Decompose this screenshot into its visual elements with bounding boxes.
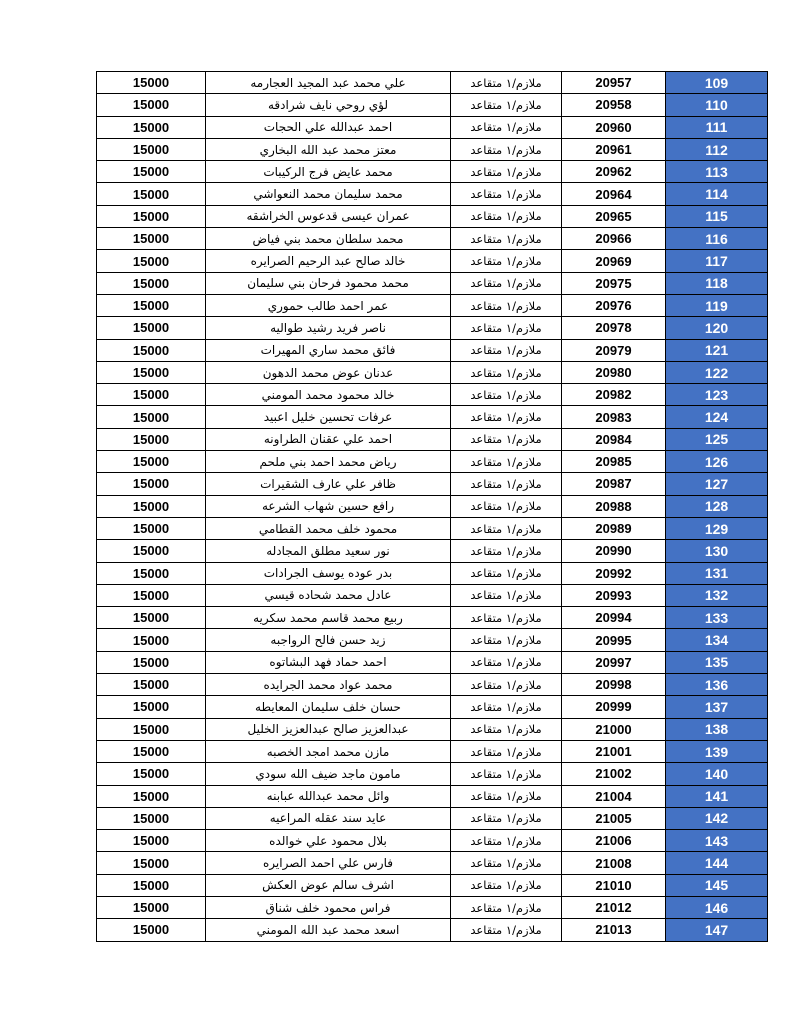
rank-cell: ملازم/١ متقاعد	[451, 473, 562, 495]
id-cell: 20976	[562, 294, 666, 316]
seq-cell: 129	[666, 517, 768, 539]
name-cell: عبدالعزيز صالح عبدالعزيز الخليل	[206, 718, 451, 740]
table-row	[97, 540, 768, 562]
id-cell: 20965	[562, 205, 666, 227]
amount-cell: 15000	[97, 250, 206, 272]
rank-cell: ملازم/١ متقاعد	[451, 495, 562, 517]
name-cell: عمران عيسى قدعوس الخراشقه	[206, 205, 451, 227]
seq-cell: 139	[666, 740, 768, 762]
rank-cell: ملازم/١ متقاعد	[451, 294, 562, 316]
amount-cell: 15000	[97, 807, 206, 829]
id-cell: 20987	[562, 473, 666, 495]
amount-cell: 15000	[97, 428, 206, 450]
name-cell: بدر عوده يوسف الجرادات	[206, 562, 451, 584]
seq-cell: 113	[666, 161, 768, 183]
seq-cell: 118	[666, 272, 768, 294]
name-cell: ربيع محمد قاسم محمد سكريه	[206, 607, 451, 629]
id-cell: 21000	[562, 718, 666, 740]
id-cell: 20997	[562, 651, 666, 673]
roster-body	[97, 72, 768, 942]
seq-cell: 115	[666, 205, 768, 227]
table-row	[97, 72, 768, 94]
amount-cell: 15000	[97, 384, 206, 406]
id-cell: 20978	[562, 317, 666, 339]
seq-cell: 111	[666, 116, 768, 138]
seq-cell: 116	[666, 228, 768, 250]
seq-cell: 138	[666, 718, 768, 740]
amount-cell: 15000	[97, 540, 206, 562]
id-cell: 21012	[562, 896, 666, 918]
table-row	[97, 651, 768, 673]
name-cell: عايد سند عقله المراعيه	[206, 807, 451, 829]
rank-cell: ملازم/١ متقاعد	[451, 584, 562, 606]
id-cell: 21010	[562, 874, 666, 896]
rank-cell: ملازم/١ متقاعد	[451, 250, 562, 272]
id-cell: 20962	[562, 161, 666, 183]
seq-cell: 141	[666, 785, 768, 807]
rank-cell: ملازم/١ متقاعد	[451, 228, 562, 250]
rank-cell: ملازم/١ متقاعد	[451, 116, 562, 138]
seq-cell: 114	[666, 183, 768, 205]
id-cell: 20975	[562, 272, 666, 294]
name-cell: ظافر علي عارف الشقيرات	[206, 473, 451, 495]
table-row	[97, 317, 768, 339]
name-cell: عادل محمد شحاده قيسي	[206, 584, 451, 606]
amount-cell: 15000	[97, 740, 206, 762]
table-row	[97, 451, 768, 473]
name-cell: احمد عبدالله علي الحجات	[206, 116, 451, 138]
table-row	[97, 919, 768, 941]
name-cell: علي محمد عبد المجيد العجارمه	[206, 72, 451, 94]
amount-cell: 15000	[97, 830, 206, 852]
table-row	[97, 785, 768, 807]
amount-cell: 15000	[97, 896, 206, 918]
name-cell: رافع حسين شهاب الشرعه	[206, 495, 451, 517]
rank-cell: ملازم/١ متقاعد	[451, 361, 562, 383]
table-row	[97, 116, 768, 138]
seq-cell: 120	[666, 317, 768, 339]
seq-cell: 142	[666, 807, 768, 829]
seq-cell: 125	[666, 428, 768, 450]
table-row	[97, 339, 768, 361]
name-cell: محمود خلف محمد القطامي	[206, 517, 451, 539]
name-cell: اسعد محمد عبد الله المومني	[206, 919, 451, 941]
table-row	[97, 740, 768, 762]
table-row	[97, 896, 768, 918]
rank-cell: ملازم/١ متقاعد	[451, 517, 562, 539]
name-cell: معتز محمد عبد الله البخاري	[206, 138, 451, 160]
seq-cell: 128	[666, 495, 768, 517]
rank-cell: ملازم/١ متقاعد	[451, 674, 562, 696]
seq-cell: 126	[666, 451, 768, 473]
id-cell: 20964	[562, 183, 666, 205]
id-cell: 20984	[562, 428, 666, 450]
table-row	[97, 807, 768, 829]
amount-cell: 15000	[97, 72, 206, 94]
name-cell: احمد علي عقنان الطراونه	[206, 428, 451, 450]
rank-cell: ملازم/١ متقاعد	[451, 874, 562, 896]
amount-cell: 15000	[97, 361, 206, 383]
id-cell: 20958	[562, 94, 666, 116]
table-row	[97, 250, 768, 272]
amount-cell: 15000	[97, 607, 206, 629]
table-row	[97, 228, 768, 250]
amount-cell: 15000	[97, 116, 206, 138]
name-cell: محمد محمود فرحان بني سليمان	[206, 272, 451, 294]
amount-cell: 15000	[97, 317, 206, 339]
rank-cell: ملازم/١ متقاعد	[451, 272, 562, 294]
table-row	[97, 183, 768, 205]
id-cell: 21002	[562, 763, 666, 785]
table-row	[97, 763, 768, 785]
rank-cell: ملازم/١ متقاعد	[451, 651, 562, 673]
id-cell: 20985	[562, 451, 666, 473]
seq-cell: 109	[666, 72, 768, 94]
id-cell: 20969	[562, 250, 666, 272]
rank-cell: ملازم/١ متقاعد	[451, 562, 562, 584]
table-row	[97, 138, 768, 160]
id-cell: 20980	[562, 361, 666, 383]
seq-cell: 123	[666, 384, 768, 406]
amount-cell: 15000	[97, 406, 206, 428]
table-row	[97, 406, 768, 428]
name-cell: احمد حماد فهد البشاتوه	[206, 651, 451, 673]
id-cell: 20994	[562, 607, 666, 629]
name-cell: عرفات تحسين خليل اعبيد	[206, 406, 451, 428]
amount-cell: 15000	[97, 205, 206, 227]
name-cell: حسان خلف سليمان المعايطه	[206, 696, 451, 718]
amount-cell: 15000	[97, 629, 206, 651]
table-row	[97, 294, 768, 316]
rank-cell: ملازم/١ متقاعد	[451, 205, 562, 227]
amount-cell: 15000	[97, 94, 206, 116]
rank-cell: ملازم/١ متقاعد	[451, 183, 562, 205]
rank-cell: ملازم/١ متقاعد	[451, 740, 562, 762]
seq-cell: 132	[666, 584, 768, 606]
rank-cell: ملازم/١ متقاعد	[451, 138, 562, 160]
amount-cell: 15000	[97, 495, 206, 517]
table-row	[97, 205, 768, 227]
roster-table	[96, 71, 768, 942]
name-cell: زيد حسن فالح الرواجبه	[206, 629, 451, 651]
amount-cell: 15000	[97, 562, 206, 584]
amount-cell: 15000	[97, 718, 206, 740]
name-cell: محمد سليمان محمد النعواشي	[206, 183, 451, 205]
rank-cell: ملازم/١ متقاعد	[451, 852, 562, 874]
seq-cell: 137	[666, 696, 768, 718]
seq-cell: 135	[666, 651, 768, 673]
table-row	[97, 517, 768, 539]
table-row	[97, 473, 768, 495]
seq-cell: 110	[666, 94, 768, 116]
table-row	[97, 607, 768, 629]
id-cell: 20982	[562, 384, 666, 406]
rank-cell: ملازم/١ متقاعد	[451, 161, 562, 183]
amount-cell: 15000	[97, 674, 206, 696]
table-row	[97, 629, 768, 651]
table-row	[97, 674, 768, 696]
id-cell: 20989	[562, 517, 666, 539]
id-cell: 20988	[562, 495, 666, 517]
name-cell: محمد عايض فرج الركيبات	[206, 161, 451, 183]
id-cell: 21001	[562, 740, 666, 762]
table-row	[97, 830, 768, 852]
amount-cell: 15000	[97, 473, 206, 495]
seq-cell: 140	[666, 763, 768, 785]
rank-cell: ملازم/١ متقاعد	[451, 540, 562, 562]
seq-cell: 136	[666, 674, 768, 696]
seq-cell: 144	[666, 852, 768, 874]
name-cell: خالد محمود محمد المومني	[206, 384, 451, 406]
rank-cell: ملازم/١ متقاعد	[451, 785, 562, 807]
name-cell: عمر احمد طالب حموري	[206, 294, 451, 316]
seq-cell: 124	[666, 406, 768, 428]
table-row	[97, 852, 768, 874]
table-row	[97, 384, 768, 406]
table-row	[97, 584, 768, 606]
rank-cell: ملازم/١ متقاعد	[451, 94, 562, 116]
name-cell: محمد سلطان محمد بني فياض	[206, 228, 451, 250]
table-row	[97, 874, 768, 896]
name-cell: لؤي روحي نايف شرادقه	[206, 94, 451, 116]
seq-cell: 130	[666, 540, 768, 562]
id-cell: 20960	[562, 116, 666, 138]
rank-cell: ملازم/١ متقاعد	[451, 384, 562, 406]
table-row	[97, 428, 768, 450]
rank-cell: ملازم/١ متقاعد	[451, 830, 562, 852]
seq-cell: 112	[666, 138, 768, 160]
amount-cell: 15000	[97, 272, 206, 294]
name-cell: مازن محمد امجد الخصبه	[206, 740, 451, 762]
id-cell: 20998	[562, 674, 666, 696]
rank-cell: ملازم/١ متقاعد	[451, 718, 562, 740]
id-cell: 20995	[562, 629, 666, 651]
name-cell: وائل محمد عبدالله عبابنه	[206, 785, 451, 807]
table-row	[97, 495, 768, 517]
name-cell: رياض محمد احمد بني ملحم	[206, 451, 451, 473]
name-cell: نور سعيد مطلق المجادله	[206, 540, 451, 562]
amount-cell: 15000	[97, 517, 206, 539]
id-cell: 20983	[562, 406, 666, 428]
id-cell: 20992	[562, 562, 666, 584]
amount-cell: 15000	[97, 138, 206, 160]
name-cell: ناصر فريد رشيد طواليه	[206, 317, 451, 339]
rank-cell: ملازم/١ متقاعد	[451, 696, 562, 718]
amount-cell: 15000	[97, 874, 206, 896]
rank-cell: ملازم/١ متقاعد	[451, 451, 562, 473]
rank-cell: ملازم/١ متقاعد	[451, 896, 562, 918]
id-cell: 21005	[562, 807, 666, 829]
id-cell: 20966	[562, 228, 666, 250]
name-cell: محمد عواد محمد الجرايده	[206, 674, 451, 696]
seq-cell: 131	[666, 562, 768, 584]
amount-cell: 15000	[97, 294, 206, 316]
id-cell: 21008	[562, 852, 666, 874]
amount-cell: 15000	[97, 696, 206, 718]
amount-cell: 15000	[97, 584, 206, 606]
rank-cell: ملازم/١ متقاعد	[451, 629, 562, 651]
table-row	[97, 161, 768, 183]
table-row	[97, 718, 768, 740]
seq-cell: 145	[666, 874, 768, 896]
seq-cell: 122	[666, 361, 768, 383]
amount-cell: 15000	[97, 161, 206, 183]
seq-cell: 121	[666, 339, 768, 361]
seq-cell: 134	[666, 629, 768, 651]
seq-cell: 127	[666, 473, 768, 495]
rank-cell: ملازم/١ متقاعد	[451, 607, 562, 629]
seq-cell: 117	[666, 250, 768, 272]
id-cell: 20961	[562, 138, 666, 160]
rank-cell: ملازم/١ متقاعد	[451, 807, 562, 829]
amount-cell: 15000	[97, 651, 206, 673]
id-cell: 20979	[562, 339, 666, 361]
seq-cell: 146	[666, 896, 768, 918]
amount-cell: 15000	[97, 228, 206, 250]
amount-cell: 15000	[97, 763, 206, 785]
rank-cell: ملازم/١ متقاعد	[451, 406, 562, 428]
table-row	[97, 696, 768, 718]
rank-cell: ملازم/١ متقاعد	[451, 428, 562, 450]
rank-cell: ملازم/١ متقاعد	[451, 317, 562, 339]
table-row	[97, 272, 768, 294]
seq-cell: 143	[666, 830, 768, 852]
seq-cell: 147	[666, 919, 768, 941]
name-cell: مامون ماجد ضيف الله سودي	[206, 763, 451, 785]
rank-cell: ملازم/١ متقاعد	[451, 339, 562, 361]
id-cell: 21006	[562, 830, 666, 852]
table-row	[97, 361, 768, 383]
rank-cell: ملازم/١ متقاعد	[451, 919, 562, 941]
id-cell: 20993	[562, 584, 666, 606]
amount-cell: 15000	[97, 852, 206, 874]
name-cell: فارس علي احمد الصرايره	[206, 852, 451, 874]
amount-cell: 15000	[97, 183, 206, 205]
amount-cell: 15000	[97, 919, 206, 941]
name-cell: بلال محمود علي خوالده	[206, 830, 451, 852]
id-cell: 21013	[562, 919, 666, 941]
table-row	[97, 94, 768, 116]
seq-cell: 133	[666, 607, 768, 629]
name-cell: فائق محمد ساري المهيرات	[206, 339, 451, 361]
id-cell: 21004	[562, 785, 666, 807]
rank-cell: ملازم/١ متقاعد	[451, 72, 562, 94]
id-cell: 20957	[562, 72, 666, 94]
name-cell: اشرف سالم عوض العكش	[206, 874, 451, 896]
amount-cell: 15000	[97, 785, 206, 807]
table-row	[97, 562, 768, 584]
id-cell: 20999	[562, 696, 666, 718]
name-cell: خالد صالح عبد الرحيم الصرايره	[206, 250, 451, 272]
seq-cell: 119	[666, 294, 768, 316]
amount-cell: 15000	[97, 451, 206, 473]
name-cell: عدنان عوض محمد الدهون	[206, 361, 451, 383]
id-cell: 20990	[562, 540, 666, 562]
amount-cell: 15000	[97, 339, 206, 361]
rank-cell: ملازم/١ متقاعد	[451, 763, 562, 785]
name-cell: فراس محمود خلف شناق	[206, 896, 451, 918]
